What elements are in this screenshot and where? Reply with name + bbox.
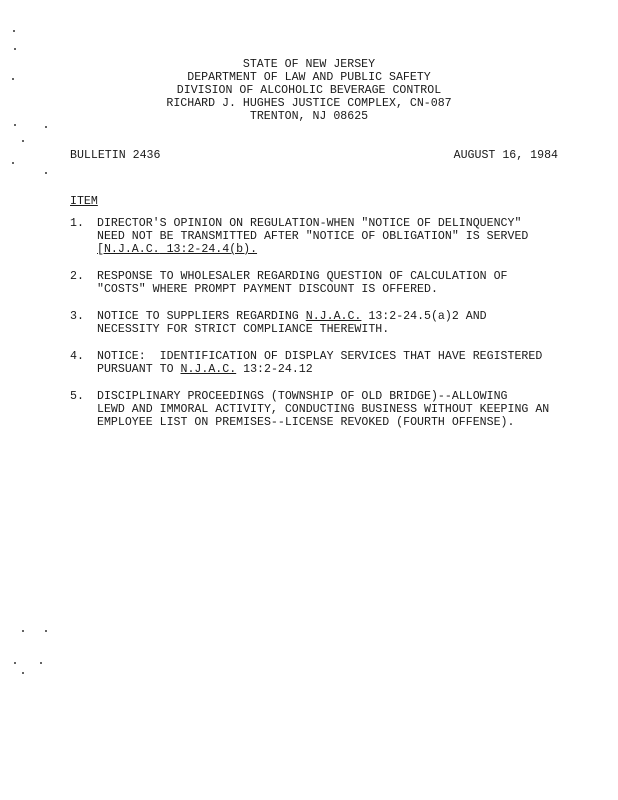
scan-speck [14,48,16,50]
bulletin-date: AUGUST 16, 1984 [453,149,558,162]
item-number: 1. [70,217,84,230]
item-text-line: LEWD AND IMMORAL ACTIVITY, CONDUCTING BUSINESS WITHOUT KEEPING AN [97,403,550,416]
list-item [70,310,590,336]
scan-speck [22,140,24,142]
item-number: 3. [70,310,84,323]
item-number: 5. [70,390,84,403]
regulation-citation: N.J.A.C. [305,310,362,323]
item-text-line: "COSTS" WHERE PROMPT PAYMENT DISCOUNT IS OFFERED. [97,283,438,296]
bulletin-number: BULLETIN 2436 [70,149,161,162]
letterhead-division: DIVISION OF ALCOHOLIC BEVERAGE CONTROL [176,84,442,97]
scan-speck [14,124,16,126]
letterhead-address: RICHARD J. HUGHES JUSTICE COMPLEX, CN-087 [166,97,452,110]
regulation-citation: N.J.A.C. [180,363,237,376]
scan-speck [40,662,42,664]
scan-speck [12,78,14,80]
citation-section: 13:2-24.4(b). [159,243,258,256]
scan-speck [13,30,15,32]
item-heading: ITEM [70,195,98,208]
item-text-line: DISCIPLINARY PROCEEDINGS (TOWNSHIP OF OLD BRIDGE)--ALLOWING [97,390,508,403]
scan-speck [45,126,47,128]
list-item [70,350,590,376]
item-text-line: DIRECTOR'S OPINION ON REGULATION-WHEN "NOTICE OF DELINQUENCY" [97,217,522,230]
item-number: 4. [70,350,84,363]
scan-speck [45,630,47,632]
list-item [70,390,590,429]
item-list [70,217,590,443]
bracket-mark: [ [97,243,104,256]
item-text-line [97,363,590,376]
scan-speck [14,662,16,664]
letterhead-city: TRENTON, NJ 08625 [249,110,369,123]
letterhead-department: DEPARTMENT OF LAW AND PUBLIC SAFETY [187,71,431,84]
item-text-line: NEED NOT BE TRANSMITTED AFTER "NOTICE OF OBLIGATION" IS SERVED [97,230,529,243]
item-text: PURSUANT TO [97,363,181,376]
citation-section: 13:2-24.5(a)2 AND [361,310,487,323]
letterhead [0,58,618,123]
scan-speck [45,172,47,174]
item-text-line [97,243,590,256]
item-text-line [97,310,590,323]
letterhead-state: STATE OF NEW JERSEY [242,58,376,71]
item-text-line: NOTICE: IDENTIFICATION OF DISPLAY SERVICES THAT HAVE REGISTERED [97,350,543,363]
item-number: 2. [70,270,84,283]
item-text: NOTICE TO SUPPLIERS REGARDING [97,310,306,323]
item-text-line: RESPONSE TO WHOLESALER REGARDING QUESTION OF CALCULATION OF [97,270,508,283]
regulation-citation: N.J.A.C. [103,243,160,256]
item-text-line: EMPLOYEE LIST ON PREMISES--LICENSE REVOKED (FOURTH OFFENSE). [97,416,515,429]
scan-speck [22,672,24,674]
item-text-line: NECESSITY FOR STRICT COMPLIANCE THEREWITH. [97,323,390,336]
list-item [70,217,590,256]
citation-section: 13:2-24.12 [236,363,313,376]
scan-speck [12,162,14,164]
list-item [70,270,590,296]
scan-speck [22,630,24,632]
